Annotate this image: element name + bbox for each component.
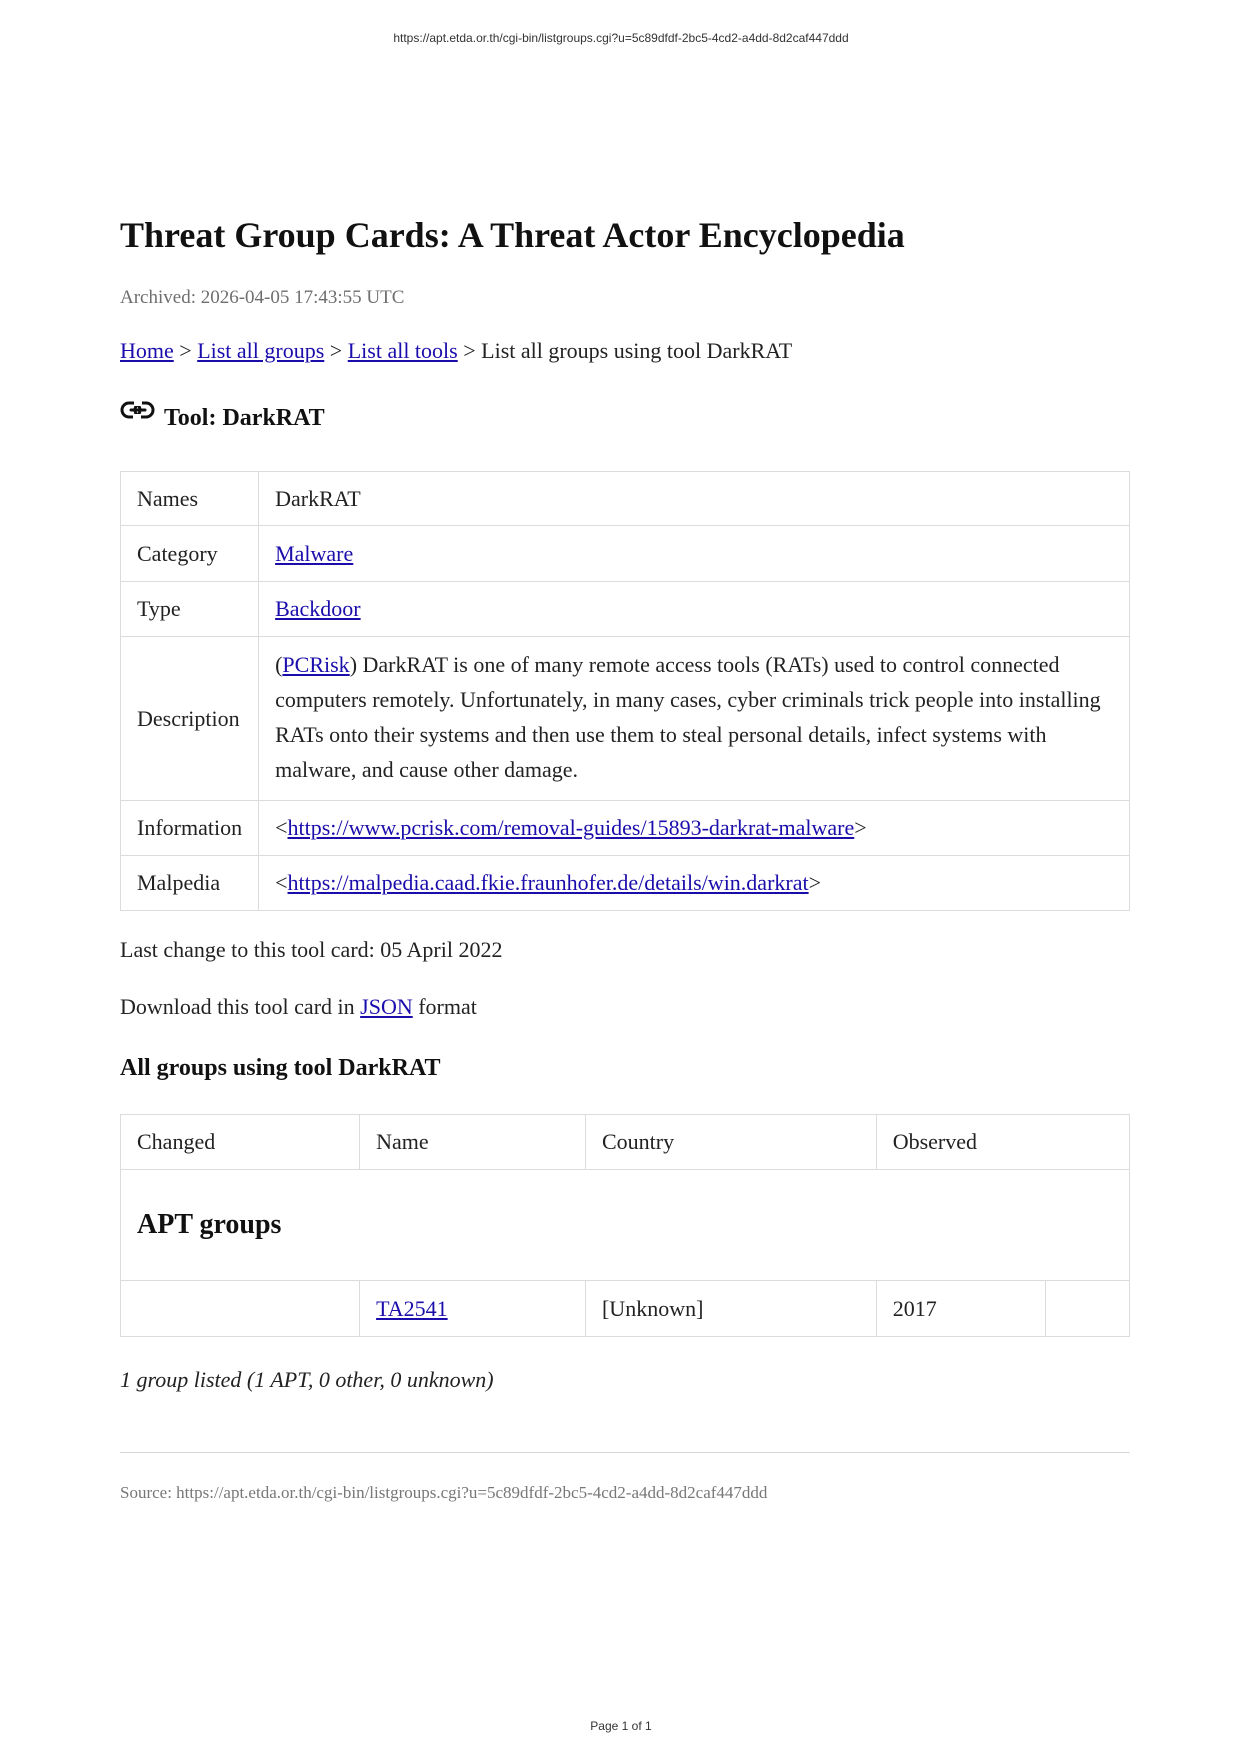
table-header-row <box>121 1115 1130 1170</box>
pcrisk-source-link[interactable]: PCRisk <box>282 652 350 677</box>
groups-summary: 1 group listed (1 APT, 0 other, 0 unknown) <box>120 1367 494 1392</box>
breadcrumb-current: List all groups using tool DarkRAT <box>481 338 793 363</box>
breadcrumb-home-link[interactable]: Home <box>120 338 174 363</box>
group-name-cell <box>360 1281 586 1337</box>
names-value: DarkRAT <box>259 472 1130 526</box>
print-header-url: https://apt.etda.or.th/cgi-bin/listgroups.cgi?u=5c89dfdf-2bc5-4cd2-a4dd-8d2caf447ddd <box>393 31 849 45</box>
names-label: Names <box>121 472 259 526</box>
information-label: Information <box>121 801 259 856</box>
tool-heading-text: Tool: DarkRAT <box>164 405 325 431</box>
description-open-paren: ( <box>275 652 283 677</box>
json-download-link[interactable]: JSON <box>360 994 413 1019</box>
category-label: Category <box>121 526 259 582</box>
column-header-name: Name <box>360 1115 586 1170</box>
angle-open: < <box>275 815 288 840</box>
group-extra-cell <box>1045 1281 1129 1337</box>
malpedia-url-link[interactable]: https://malpedia.caad.fkie.fraunhofer.de/details/win.darkrat <box>287 870 809 895</box>
breadcrumb <box>120 338 792 364</box>
malpedia-label: Malpedia <box>121 856 259 911</box>
download-prefix: Download this tool card in <box>120 994 355 1019</box>
groups-heading: All groups using tool DarkRAT <box>120 1055 441 1081</box>
category-cell <box>259 526 1130 582</box>
group-observed: 2017 <box>876 1281 1045 1337</box>
table-row <box>121 856 1130 911</box>
breadcrumb-separator: > <box>463 338 476 363</box>
download-suffix: format <box>418 994 477 1019</box>
table-row <box>121 1281 1130 1337</box>
table-row <box>121 472 1130 526</box>
breadcrumb-separator: > <box>329 338 343 363</box>
breadcrumb-all-tools-link[interactable]: List all tools <box>347 338 458 363</box>
category-malware-link[interactable]: Malware <box>275 540 354 566</box>
table-row <box>121 801 1130 856</box>
angle-open: < <box>275 870 288 895</box>
tool-heading <box>120 400 325 432</box>
group-ta2541-link[interactable]: TA2541 <box>376 1295 448 1321</box>
link-icon <box>120 400 156 422</box>
description-text: ) DarkRAT is one of many remote access tools (RATs) used to control connected computers remotely. Unfortunately, in many cases, cyber criminals trick people into installing RATs onto their systems and then use them to steal personal details, infect systems with malware, and cause other damage. <box>275 652 1101 782</box>
group-changed <box>121 1281 360 1337</box>
tool-info-table <box>120 471 1130 911</box>
print-footer-page: Page 1 of 1 <box>590 1719 652 1733</box>
apt-groups-section <box>121 1170 1130 1281</box>
malpedia-cell <box>259 856 1130 911</box>
column-header-changed: Changed <box>121 1115 360 1170</box>
column-header-country: Country <box>585 1115 876 1170</box>
apt-groups-title: APT groups <box>137 1209 282 1240</box>
type-backdoor-link[interactable]: Backdoor <box>275 596 361 621</box>
group-country: [Unknown] <box>585 1281 876 1337</box>
information-cell <box>259 801 1130 856</box>
table-row <box>121 582 1130 637</box>
description-label: Description <box>121 637 259 801</box>
table-row <box>121 526 1130 582</box>
page-title: Threat Group Cards: A Threat Actor Encyclopedia <box>120 215 905 255</box>
table-row <box>121 637 1130 801</box>
source-url: Source: https://apt.etda.or.th/cgi-bin/listgroups.cgi?u=5c89dfdf-2bc5-4cd2-a4dd-8d2caf447ddd <box>120 1483 768 1502</box>
type-cell <box>259 582 1130 637</box>
pcrisk-url-link[interactable]: https://www.pcrisk.com/removal-guides/15893-darkrat-malware <box>287 815 855 840</box>
breadcrumb-all-groups-link[interactable]: List all groups <box>197 338 325 363</box>
archived-timestamp: Archived: 2026-04-05 17:43:55 UTC <box>120 287 405 308</box>
download-line <box>120 994 477 1020</box>
divider <box>120 1452 1130 1453</box>
breadcrumb-separator: > <box>179 338 192 363</box>
section-row <box>121 1170 1130 1281</box>
column-header-observed: Observed <box>876 1115 1129 1170</box>
description-value <box>259 637 1130 801</box>
angle-close: > <box>854 815 867 840</box>
last-change-text: Last change to this tool card: 05 April 2022 <box>120 937 503 962</box>
groups-table <box>120 1114 1130 1337</box>
type-label: Type <box>121 582 259 637</box>
angle-close: > <box>808 870 822 895</box>
